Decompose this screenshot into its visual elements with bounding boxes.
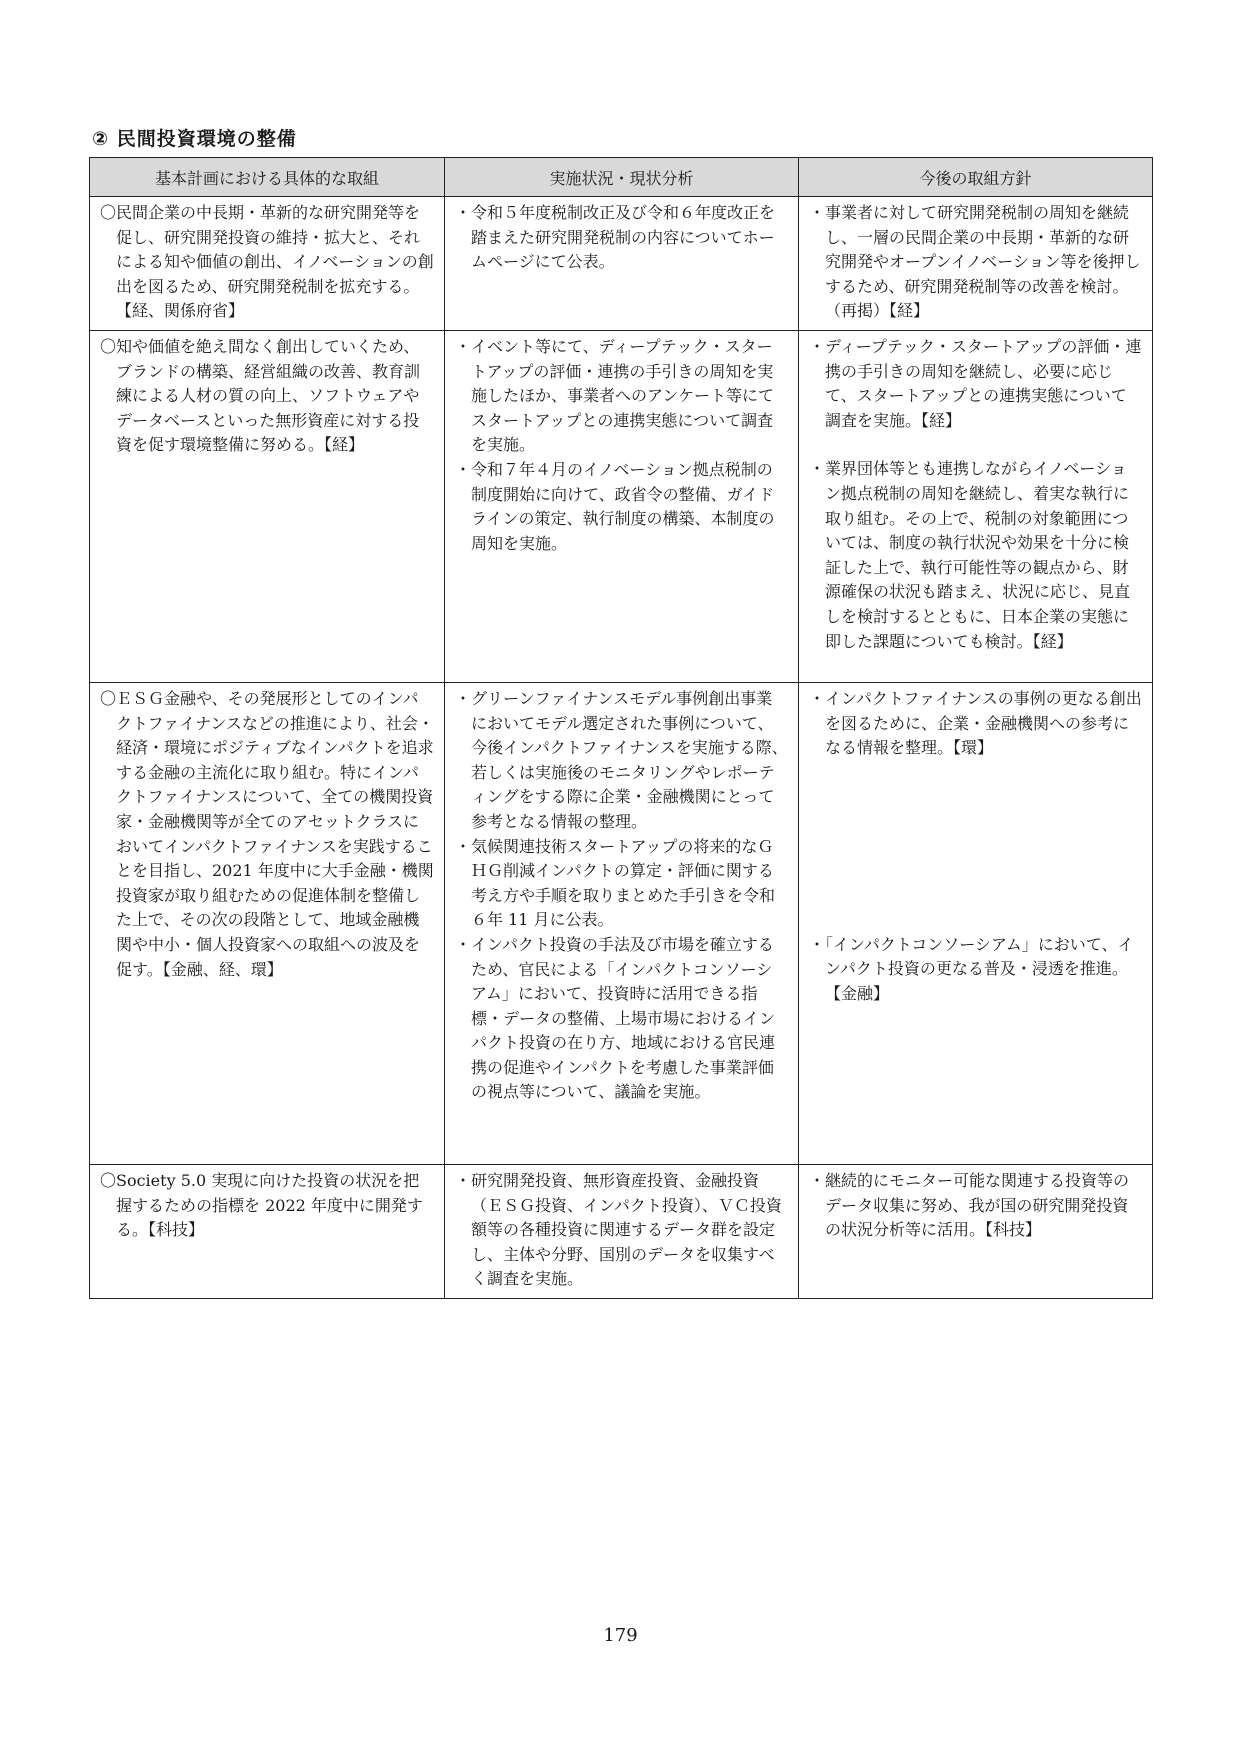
header-plan: 基本計画における具体的な取組 [90, 158, 445, 197]
future-item: ・「インパクトコンソーシアム」において、インパクト投資の更なる普及・浸透を推進。【金融】 [809, 934, 1134, 1003]
status-item: ・イベント等にて、ディープテック・スタートアップの評価・連携の手引きの周知を実施したほか、事業者へのアンケート等にてスタートアップとの連携実態について調査を実施。 [455, 336, 775, 455]
section-title: ② 民間投資環境の整備 [92, 128, 297, 150]
status-item: ・気候関連技術スタートアップの将来的なＧＨＧ削減インパクトの算定・評価に関する考え方や手順を取りまとめた手引きを令和６年 11 月に公表。 [455, 836, 776, 930]
plan-text: 〇Society 5.0 実現に向けた投資の状況を把握するための指標を 2022 年度中に開発する。【科技】 [100, 1170, 423, 1240]
status-cell [445, 197, 799, 331]
page-number: 179 [603, 1625, 638, 1646]
header-status: 実施状況・現状分析 [445, 158, 799, 197]
table-header-row [90, 158, 1153, 197]
plan-cell [90, 682, 445, 1164]
future-item: ・継続的にモニター可能な関連する投資等のデータ収集に努め、我が国の研究開発投資の状況分析等に活用。【科技】 [809, 1170, 1130, 1240]
future-cell [799, 682, 1153, 1164]
status-cell [445, 330, 799, 682]
plan-cell [90, 1164, 445, 1298]
table-row [90, 330, 1153, 682]
future-item: ・業界団体等とも連携しながらイノベーション拠点税制の周知を継続し、着実な執行に取り組む。その上で、税制の対象範囲については、制度の執行状況や効果を十分に検証した上で、執行可能性等の観点から、財源確保の状況も踏まえ、状況に応じ、見直しを検討するとともに、日本企業の実態に即した課題についても検討。【経】 [809, 459, 1130, 651]
future-cell [799, 330, 1153, 682]
future-cell [799, 197, 1153, 331]
status-cell [445, 1164, 799, 1298]
status-item: ・令和７年４月のイノベーション拠点税制の制度開始に向けて、政省令の整備、ガイドラインの策定、執行制度の構築、本制度の周知を実施。 [455, 459, 775, 553]
status-item: ・研究開発投資、無形資産投資、金融投資（ＥＳＧ投資、インパクト投資）、ＶＣ投資額等の各種投資に関連するデータ群を設定し、主体や分野、国別のデータを収集すべく調査を実施。 [455, 1170, 782, 1289]
header-future: 今後の取組方針 [799, 158, 1153, 197]
plan-text: 〇民間企業の中長期・革新的な研究開発等を促し、研究開発投資の維持・拡大と、それによる知や価値の創出、イノベーションの創出を図るため、研究開発税制を拡充する。【経、関係府省】 [100, 203, 434, 321]
future-item: ・インパクトファイナンスの事例の更なる創出を図るために、企業・金融機関への参考になる情報を整理。【環】 [809, 688, 1142, 758]
table-row [90, 682, 1153, 1164]
plan-text: 〇ＥＳＧ金融や、その発展形としてのインパクトファイナンスなどの推進により、社会・経済・環境にポジティブなインパクトを追求する金融の主流化に取り組む。特にインパクトファイナンスについて、全ての機関投資家・金融機関等が全てのアセットクラスにおいてインパクトファイナンスを実践することを目指し、2021 年度中に大手金融・機関投資家が取り組むための促進体制を整備した上で、その次の段階として、地域金融機関や中小・個人投資家への取組への波及を促す。【金融、経、環】 [100, 688, 434, 979]
status-item: ・令和５年度税制改正及び令和６年度改正を踏まえた研究開発税制の内容についてホームページにて公表。 [455, 203, 776, 272]
status-item: ・グリーンファイナンスモデル事例創出事業においてモデル選定された事例について、今後インパクトファイナンスを実施する際、若しくは実施後のモニタリングやレポーティングをする際に企業・金融機関にとって参考となる情報の整理。 [455, 688, 788, 831]
status-cell [445, 682, 799, 1164]
table-row [90, 1164, 1153, 1298]
plan-cell [90, 330, 445, 682]
status-item: ・インパクト投資の手法及び市場を確立するため、官民による「インパクトコンソーシアム」において、投資時に活用できる指標・データの整備、上場市場におけるインパクト投資の在り方、地域における官民連携の促進やインパクトを考慮した事業評価の視点等について、議論を実施。 [455, 934, 776, 1102]
policy-table [89, 157, 1153, 1299]
plan-text: 〇知や価値を絶え間なく創出していくため、ブランドの構築、経営組織の改善、教育訓練による人材の質の向上、ソフトウェアやデータベースといった無形資産に対する投資を促す環境整備に努める。【経】 [100, 336, 421, 455]
plan-cell [90, 197, 445, 331]
future-item: ・ディープテック・スタートアップの評価・連携の手引きの周知を継続し、必要に応じて、スタートアップとの連携実態について調査を実施。【経】 [809, 336, 1142, 430]
future-item: ・事業者に対して研究開発税制の周知を継続し、一層の民間企業の中長期・革新的な研究開発やオープンイノベーション等を後押しするため、研究開発税制等の改善を検討。（再掲）【経】 [809, 203, 1141, 321]
table-row [90, 197, 1153, 331]
future-cell [799, 1164, 1153, 1298]
